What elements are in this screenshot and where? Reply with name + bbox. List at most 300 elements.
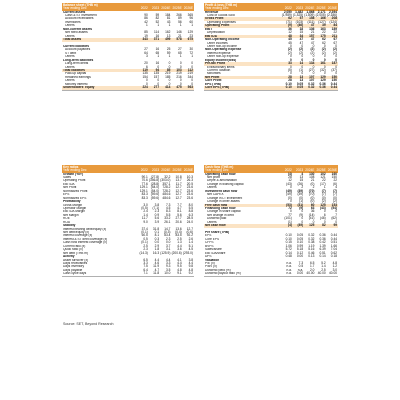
row-value: 5.6 (154, 216, 160, 221)
row-value: 85 (144, 30, 148, 35)
row-value: 0 (323, 54, 326, 59)
row-label: Current assets (63, 10, 86, 14)
row-value: 86 (144, 16, 148, 21)
row-label: Total liabilities (63, 69, 85, 73)
row-value: 0.00 (296, 254, 304, 259)
row-value: n.a. (286, 260, 292, 265)
row-label: Long-term debts (65, 62, 89, 66)
row-value: 4.8 (332, 260, 337, 265)
row-value: 0 (312, 64, 315, 69)
row-value: 33.2 (164, 216, 171, 221)
row-value: 2.5 (177, 236, 182, 241)
row-value: (2) (299, 47, 304, 52)
row-label: Net cash flow (205, 224, 226, 228)
row-value: 0.32 (308, 81, 315, 86)
row-label: Net fixed assets (65, 31, 88, 35)
row-value: 92.2 (186, 233, 193, 238)
row-value: 5.18 (296, 247, 304, 252)
row-value: 0 (323, 71, 326, 76)
row-value: 219 (187, 71, 193, 76)
row-value: 77 (288, 212, 292, 217)
row-value: 189 (331, 26, 337, 31)
row-value: (7.1) (152, 205, 160, 210)
row-value: 157 (309, 33, 315, 38)
year-header: 2023 (296, 168, 304, 172)
row-value: 1.7 (309, 264, 315, 269)
row-value: 0 (312, 43, 315, 48)
row-label: Stability (63, 224, 76, 228)
row-value: 12.7 (186, 226, 193, 231)
cash-flow-table (204, 165, 338, 277)
row-value: (103) (295, 19, 304, 24)
row-value: 4.1 (177, 257, 182, 262)
row-label: EPS (63, 193, 70, 197)
row-value: 0 (168, 64, 171, 69)
row-label: Net debt/equity (x) (63, 231, 90, 235)
row-label: Core EPS (THB) (205, 86, 230, 90)
row-value: 0.46 (308, 250, 315, 255)
row-label: Retained earnings (65, 75, 91, 79)
row-value: 0.05 (296, 236, 304, 241)
row-label: Paid-up capital (65, 72, 87, 76)
row-value: 23.6 (186, 195, 193, 200)
row-value: 160 (331, 171, 337, 176)
row-value: 484.6 (162, 192, 171, 197)
row-value: 0 (290, 54, 292, 59)
row-label: Extraordinary items (207, 65, 235, 69)
row-value: 0 (157, 81, 160, 86)
row-value: (2) (287, 47, 292, 52)
row-value: 6.4 (143, 267, 148, 272)
row-value: 7.1 (143, 271, 148, 276)
row-value: 0.9 (154, 212, 160, 217)
row-value: 166 (320, 16, 326, 21)
row-value: 0.10 (285, 85, 292, 90)
year-ending-label: Year ending Dec (205, 168, 229, 172)
row-value: 0 (312, 54, 315, 59)
row-value: 59 (155, 13, 160, 18)
row-value: 25 (166, 47, 171, 52)
row-value: (6) (333, 181, 337, 186)
row-value: (0) (333, 195, 337, 200)
row-value: 0.38 (308, 240, 315, 245)
row-value: 56 (178, 19, 182, 24)
row-value: 16 (155, 61, 160, 66)
row-value: 184 (165, 13, 171, 18)
row-value: 26.1 (164, 219, 171, 224)
row-value: 0.32 (308, 85, 315, 90)
row-label: Change in share capital (207, 210, 241, 214)
row-value: (9) (287, 23, 292, 28)
row-value: 62 (322, 40, 326, 45)
row-value: 30 (189, 47, 193, 52)
row-value: 211 (331, 33, 337, 38)
row-label: Current ratio (x) (63, 244, 86, 248)
row-value: 0 (301, 219, 304, 224)
row-value: 103 (176, 68, 182, 73)
row-value: 12.7 (175, 195, 182, 200)
row-value: 83.4 (164, 233, 171, 238)
row-value: 475 (176, 85, 182, 90)
row-value: 1 (323, 185, 326, 190)
row-value: 216 (176, 74, 182, 79)
row-value: 0 (312, 57, 315, 62)
row-value: 5.16 (308, 247, 315, 252)
row-value: (26) (297, 181, 304, 186)
row-value: 14.7 (164, 226, 171, 231)
row-value: 60 (310, 202, 315, 207)
row-value: 0 (290, 209, 292, 214)
row-value: 32.2 (164, 175, 171, 180)
row-label: Operating Profit (63, 179, 86, 183)
row-value: 3.0 (143, 202, 148, 207)
table-bottom-rule (204, 90, 338, 91)
row-value: 0.14 (285, 250, 292, 255)
row-value: 18 (299, 26, 304, 31)
year-header: 2025E (316, 168, 326, 172)
row-value: 12.7 (175, 192, 182, 197)
row-value: 45 (288, 40, 292, 45)
row-value: 2,050 (283, 9, 292, 14)
row-value: 1 (157, 54, 160, 59)
row-label: Quick ratio (x) (63, 248, 83, 252)
row-value: 67 (333, 37, 337, 42)
row-label: Net Profit (205, 75, 220, 79)
row-value: 4.7 (177, 205, 182, 210)
row-value: 0.15 (285, 240, 292, 245)
row-value: 12 (288, 30, 292, 35)
row-value: 12 (288, 178, 292, 183)
row-label: Account payables (65, 48, 91, 52)
row-value: n.a. (286, 271, 292, 276)
row-label: EBITDA (205, 34, 217, 38)
table-bottom-rule (204, 276, 338, 277)
row-value: (356.8) (149, 178, 160, 183)
row-value: 28 (288, 74, 292, 79)
row-value: (4) (287, 171, 292, 176)
row-value: (1) (299, 199, 304, 204)
row-value: 6.39 (319, 247, 326, 252)
row-value: 675 (187, 37, 193, 42)
row-label: BVPS (205, 244, 214, 248)
row-label: Dividend payout ratio (%) (205, 272, 241, 276)
row-value: (17) (320, 181, 326, 186)
row-label: Non-current assets (63, 27, 93, 31)
table-title: Profit & loss (THB m) (204, 3, 338, 7)
row-value: 40.00 (306, 271, 315, 276)
row-label: Change in working capital (207, 182, 244, 186)
row-value: (59.6) (150, 192, 160, 197)
row-value: 0 (168, 61, 171, 66)
row-value: 13 (299, 78, 304, 83)
row-value: 150 (331, 175, 337, 180)
row-value: (37) (331, 68, 337, 73)
row-value: 0 (290, 185, 292, 190)
profit-loss-table (204, 3, 338, 91)
row-value: 3.3 (143, 260, 148, 265)
row-value: 4 (301, 171, 304, 176)
row-label: Others (65, 79, 75, 83)
row-label: Interest bearing debt/equity (x) (63, 227, 107, 231)
row-value: 1 (168, 54, 171, 59)
row-value: 3.7 (165, 243, 171, 248)
year-header: 2022 (140, 168, 148, 172)
row-value: 0.10 (285, 81, 292, 86)
row-value: 161 (320, 61, 326, 66)
row-value: 135 (153, 71, 160, 76)
row-value: 107 (309, 78, 315, 83)
row-value: 2.3 (154, 209, 160, 214)
row-label: Account receivables (65, 17, 94, 21)
row-value: 365 (187, 13, 193, 18)
row-label: Non-Operating Expense (205, 48, 242, 52)
year-header: 2024E (305, 168, 315, 172)
row-label: P/BV (x) (205, 265, 217, 269)
row-value: 6 (323, 212, 326, 217)
row-label: Shareholders' equity (63, 86, 95, 90)
row-label: Days inventory (63, 265, 85, 269)
row-value: 40.00 (317, 271, 326, 276)
row-label: Revenue (205, 10, 219, 14)
row-value: 1 (191, 54, 193, 59)
row-value: 0 (301, 209, 304, 214)
row-value: (0) (299, 195, 304, 200)
row-value: 3.5 (165, 267, 171, 272)
table-row (204, 86, 338, 89)
row-value: (101) (284, 216, 292, 221)
row-value: 578 (176, 37, 182, 42)
row-value: 16 (155, 47, 160, 52)
row-value: (27.8) (150, 175, 160, 180)
row-label: Cash cycle days (63, 272, 87, 276)
row-label: Net debt (THB m) (63, 251, 88, 255)
row-label: Financing cash flow (205, 206, 236, 210)
row-value: (0) (321, 195, 326, 200)
row-value: 3.6 (177, 247, 182, 252)
row-value: 0 (290, 199, 292, 204)
row-value: 22 (333, 30, 337, 35)
row-value: 27 (178, 47, 182, 52)
row-value: 102 (320, 171, 326, 176)
row-label: Inventories (65, 20, 81, 24)
row-label: CFPS (205, 241, 214, 245)
row-value: (39) (297, 188, 304, 193)
row-label: Normalized Profit (63, 189, 88, 193)
row-label: Operating Profit (205, 24, 230, 28)
row-value: 62 (288, 16, 292, 21)
row-value: 3.9 (154, 219, 160, 224)
row-value: 4.7 (154, 267, 160, 272)
row-value: (54.0) (150, 188, 160, 193)
row-value: 150 (331, 78, 337, 83)
row-value: 414 (165, 85, 171, 90)
row-value: (293.0) (182, 250, 193, 255)
row-value: 42 (144, 19, 148, 24)
row-value: (49) (297, 223, 304, 228)
row-value: 3.3 (165, 260, 171, 265)
row-value: 112 (187, 68, 193, 73)
row-value: 125 (309, 223, 315, 228)
row-value: 158 (309, 16, 315, 21)
row-value: 134 (309, 61, 315, 66)
year-header: 2022 (284, 6, 292, 10)
row-value: 0 (191, 81, 193, 86)
row-value: 72 (189, 50, 193, 55)
row-label: Others (207, 220, 217, 224)
row-value: 28 (288, 78, 292, 83)
row-value: n.a. (286, 267, 292, 272)
row-value: 11.7 (175, 181, 182, 186)
row-value: 0.99 (296, 243, 304, 248)
row-value: 0.0 (165, 240, 171, 245)
row-label: Others (65, 65, 75, 69)
row-value: 343 (142, 37, 148, 42)
row-value: 1.4 (143, 212, 148, 217)
row-label: Operating Expenses (207, 20, 236, 24)
row-value: 20.6 (175, 219, 182, 224)
row-value: 499 (165, 37, 171, 42)
row-label: Equity income/(loss) (205, 58, 237, 62)
row-value: 6 (146, 64, 148, 69)
row-value: 4.6 (154, 260, 160, 265)
row-label: Days payable (63, 268, 83, 272)
row-value: 40.00 (329, 271, 337, 276)
row-value: 0 (335, 57, 337, 62)
row-value: 82 (322, 223, 326, 228)
row-value: 0.36 (319, 81, 326, 86)
row-value: 36 (310, 209, 315, 214)
table-bottom-rule (62, 276, 194, 277)
row-value: 64 (144, 50, 148, 55)
row-value: (200.6) (171, 250, 182, 255)
row-label: Interest expense (207, 51, 231, 55)
row-value: 1.39 (319, 243, 326, 248)
row-value: 0.32 (308, 236, 315, 241)
row-value: 0.36 (319, 85, 326, 90)
row-label: Days receivables (63, 261, 88, 265)
year-header: 2024E (161, 168, 171, 172)
row-value: 0 (323, 219, 326, 224)
row-value: 4 (335, 185, 337, 190)
row-value: 1 (146, 23, 148, 28)
row-value: 2.6 (188, 236, 193, 241)
row-value: (2) (287, 50, 292, 55)
row-value: 130 (309, 171, 315, 176)
row-label: DPS (205, 255, 212, 259)
row-label: Sales (63, 176, 71, 180)
row-value: 5.5 (188, 205, 193, 210)
row-label: Current Taxation (207, 69, 231, 73)
row-value: (0.6) (186, 230, 193, 235)
row-label: Others (65, 34, 75, 38)
row-value: 9.1 (177, 271, 182, 276)
row-value: 34 (299, 33, 304, 38)
row-value: (14) (308, 212, 315, 217)
row-value: 48 (288, 33, 292, 38)
row-value: (0.1) (141, 230, 148, 235)
row-value: 47 (299, 37, 304, 42)
row-value: 15 (299, 30, 304, 35)
row-label: Core Profit (205, 79, 222, 83)
row-value: 1 (157, 23, 160, 28)
row-value: 0 (290, 71, 292, 76)
row-value: 187 (331, 61, 337, 66)
row-value: 3.8 (188, 257, 193, 262)
row-label: Change in other assets (207, 200, 240, 204)
row-value: 2 (301, 185, 304, 190)
row-value: 11.9 (153, 264, 160, 269)
row-value: (0.3) (163, 230, 171, 235)
row-value: 2.3 (165, 236, 171, 241)
row-label: EBITDA (63, 182, 75, 186)
row-label: Minorities (207, 72, 221, 76)
row-value: 43 (166, 19, 171, 24)
row-value: 7.3 (298, 260, 304, 265)
row-value: 4.5 (165, 205, 171, 210)
row-value: 21 (310, 30, 315, 35)
row-value: (2) (310, 50, 315, 55)
row-value: 52 (155, 19, 160, 24)
row-label: Others (65, 55, 75, 59)
row-value: 15 (299, 178, 304, 183)
row-value: 0 (323, 57, 326, 62)
row-value: 62 (322, 37, 326, 42)
row-value: 60 (189, 19, 193, 24)
row-value: 5.2 (321, 260, 326, 265)
row-value: 0.05 (296, 233, 304, 238)
row-value: (0) (310, 199, 315, 204)
row-label: Cash & ST investment (65, 14, 97, 18)
row-value: 94 (155, 68, 160, 73)
row-value: (54) (331, 205, 337, 210)
row-value: 7 (335, 212, 337, 217)
row-value: (28.8) (150, 181, 160, 186)
row-value: 129.1 (139, 188, 148, 193)
row-value: 0 (301, 71, 304, 76)
row-value: 9.5 (177, 264, 182, 269)
row-value: 28.5 (186, 216, 193, 221)
row-value: (0.5) (141, 205, 148, 210)
row-label: Long-term liabilities (63, 58, 94, 62)
row-value: (303.0) (160, 178, 171, 183)
row-value: 0 (301, 43, 304, 48)
row-value: 11.7 (141, 216, 148, 221)
row-value: 63 (310, 205, 315, 210)
row-value: 1,482 (295, 9, 304, 14)
row-value: (9) (299, 212, 304, 217)
row-label: Activity (63, 255, 75, 259)
row-value: 0 (290, 43, 292, 48)
row-label: Profitability (63, 200, 81, 204)
row-value: (41) (308, 216, 315, 221)
row-value: (9) (299, 205, 304, 210)
row-label: Operating cash flow (205, 172, 236, 176)
row-value: (59.6) (150, 195, 160, 200)
table-row (62, 272, 194, 275)
row-value: 107 (309, 74, 315, 79)
year-header: 2024E (305, 6, 315, 10)
row-value: 129 (320, 74, 326, 79)
row-value: 1 (179, 54, 182, 59)
row-value: 0 (191, 64, 193, 69)
row-value: 13.6 (175, 226, 182, 231)
row-value: 90.1 (141, 175, 148, 180)
row-value: 5.6 (177, 212, 182, 217)
row-value: 22 (322, 178, 326, 183)
row-value: 1 (168, 23, 171, 28)
row-value: 129 (187, 30, 193, 35)
row-value: 0 (335, 219, 337, 224)
